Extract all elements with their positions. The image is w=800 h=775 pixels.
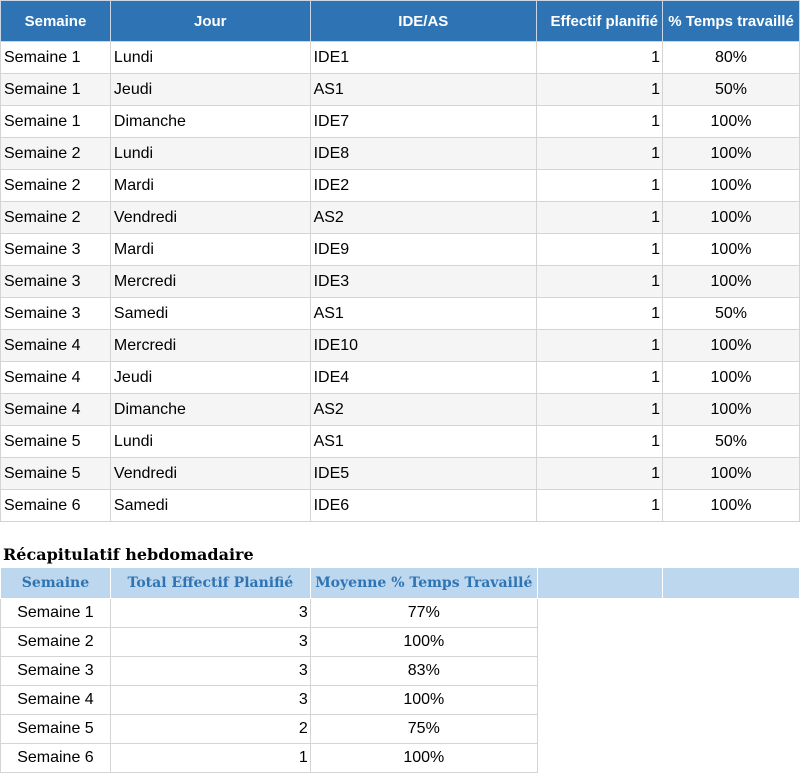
table-row <box>1 394 800 426</box>
column-header-effectif-planifie[interactable]: Effectif planifié <box>537 1 663 42</box>
cell-jour[interactable]: Samedi <box>110 490 310 522</box>
table-row <box>1 266 800 298</box>
summary-cell-semaine[interactable]: Semaine 4 <box>1 686 111 715</box>
summary-row <box>1 628 800 657</box>
table-row <box>1 490 800 522</box>
column-header-semaine[interactable]: Semaine <box>1 1 111 42</box>
cell-effectif[interactable]: 1 <box>537 74 663 106</box>
table-row <box>1 362 800 394</box>
empty-cell <box>663 657 800 686</box>
cell-ide-as[interactable]: IDE1 <box>310 42 536 74</box>
empty-cell <box>663 744 800 773</box>
summary-cell-semaine[interactable]: Semaine 6 <box>1 744 111 773</box>
summary-cell-total[interactable]: 3 <box>110 686 310 715</box>
cell-ide-as[interactable]: AS1 <box>310 426 536 458</box>
cell-semaine[interactable]: Semaine 4 <box>1 394 111 426</box>
table-row <box>1 298 800 330</box>
cell-ide-as[interactable]: IDE5 <box>310 458 536 490</box>
cell-ide-as[interactable]: IDE8 <box>310 138 536 170</box>
cell-effectif[interactable]: 1 <box>537 202 663 234</box>
column-header-ide-as[interactable]: IDE/AS <box>310 1 536 42</box>
cell-temps[interactable]: 100% <box>663 234 800 266</box>
summary-cell-semaine[interactable]: Semaine 3 <box>1 657 111 686</box>
summary-cell-semaine[interactable]: Semaine 5 <box>1 715 111 744</box>
cell-temps[interactable]: 100% <box>663 202 800 234</box>
column-header-jour[interactable]: Jour <box>110 1 310 42</box>
cell-jour[interactable]: Vendredi <box>110 458 310 490</box>
cell-semaine[interactable]: Semaine 1 <box>1 74 111 106</box>
cell-jour[interactable]: Samedi <box>110 298 310 330</box>
cell-temps[interactable]: 100% <box>663 490 800 522</box>
cell-jour[interactable]: Dimanche <box>110 394 310 426</box>
cell-ide-as[interactable]: IDE7 <box>310 106 536 138</box>
summary-row <box>1 657 800 686</box>
cell-temps[interactable]: 100% <box>663 458 800 490</box>
cell-semaine[interactable]: Semaine 5 <box>1 458 111 490</box>
cell-temps[interactable]: 100% <box>663 266 800 298</box>
empty-cell <box>663 628 800 657</box>
cell-temps[interactable]: 100% <box>663 362 800 394</box>
summary-cell-moyenne[interactable]: 100% <box>310 744 537 773</box>
cell-jour[interactable]: Vendredi <box>110 202 310 234</box>
cell-ide-as[interactable]: AS1 <box>310 298 536 330</box>
cell-semaine[interactable]: Semaine 6 <box>1 490 111 522</box>
cell-temps[interactable]: 100% <box>663 170 800 202</box>
summary-row <box>1 744 800 773</box>
cell-semaine[interactable]: Semaine 4 <box>1 362 111 394</box>
cell-semaine[interactable]: Semaine 3 <box>1 234 111 266</box>
cell-ide-as[interactable]: AS2 <box>310 202 536 234</box>
cell-semaine[interactable]: Semaine 5 <box>1 426 111 458</box>
cell-temps[interactable]: 100% <box>663 394 800 426</box>
cell-semaine[interactable]: Semaine 3 <box>1 298 111 330</box>
summary-row <box>1 599 800 628</box>
cell-effectif[interactable]: 1 <box>537 298 663 330</box>
table-row <box>1 170 800 202</box>
cell-jour[interactable]: Dimanche <box>110 106 310 138</box>
empty-cell <box>663 715 800 744</box>
table-row <box>1 458 800 490</box>
summary-row <box>1 715 800 744</box>
summary-cell-moyenne[interactable]: 75% <box>310 715 537 744</box>
cell-semaine[interactable]: Semaine 4 <box>1 330 111 362</box>
cell-jour[interactable]: Lundi <box>110 42 310 74</box>
summary-cell-moyenne[interactable]: 100% <box>310 686 537 715</box>
cell-effectif[interactable]: 1 <box>537 266 663 298</box>
cell-semaine[interactable]: Semaine 2 <box>1 170 111 202</box>
cell-ide-as[interactable]: IDE3 <box>310 266 536 298</box>
cell-jour[interactable]: Mercredi <box>110 266 310 298</box>
summary-cell-total[interactable]: 1 <box>110 744 310 773</box>
column-header-temps-travaille[interactable]: % Temps travaillé <box>663 1 800 42</box>
table-row <box>1 330 800 362</box>
table-row <box>1 42 800 74</box>
cell-semaine[interactable]: Semaine 1 <box>1 106 111 138</box>
summary-table <box>0 567 800 773</box>
cell-effectif[interactable]: 1 <box>537 458 663 490</box>
summary-title: Récapitulatif hebdomadaire <box>3 545 254 564</box>
empty-cell <box>663 599 800 628</box>
cell-effectif[interactable]: 1 <box>537 330 663 362</box>
cell-temps[interactable]: 50% <box>663 74 800 106</box>
cell-semaine[interactable]: Semaine 3 <box>1 266 111 298</box>
cell-jour[interactable]: Lundi <box>110 426 310 458</box>
cell-jour[interactable]: Lundi <box>110 138 310 170</box>
summary-cell-moyenne[interactable]: 83% <box>310 657 537 686</box>
summary-row <box>1 686 800 715</box>
table-row <box>1 106 800 138</box>
cell-effectif[interactable]: 1 <box>537 426 663 458</box>
summary-header-semaine[interactable]: Semaine <box>1 568 111 599</box>
cell-temps[interactable]: 100% <box>663 106 800 138</box>
cell-effectif[interactable]: 1 <box>537 234 663 266</box>
empty-cell <box>663 686 800 715</box>
summary-header-total-effectif[interactable]: Total Effectif Planifié <box>110 568 310 599</box>
table-row <box>1 202 800 234</box>
summary-header-empty-cell[interactable] <box>537 568 663 599</box>
cell-ide-as[interactable]: IDE2 <box>310 170 536 202</box>
cell-jour[interactable]: Jeudi <box>110 362 310 394</box>
cell-ide-as[interactable]: AS1 <box>310 74 536 106</box>
cell-effectif[interactable]: 1 <box>537 394 663 426</box>
cell-ide-as[interactable]: IDE4 <box>310 362 536 394</box>
cell-ide-as[interactable]: IDE9 <box>310 234 536 266</box>
table-row <box>1 234 800 266</box>
cell-jour[interactable]: Mardi <box>110 234 310 266</box>
empty-cell <box>537 657 663 686</box>
cell-effectif[interactable]: 1 <box>537 138 663 170</box>
empty-cell <box>537 599 663 628</box>
cell-temps[interactable]: 50% <box>663 298 800 330</box>
cell-effectif[interactable]: 1 <box>537 362 663 394</box>
cell-jour[interactable]: Jeudi <box>110 74 310 106</box>
cell-temps[interactable]: 100% <box>663 330 800 362</box>
summary-cell-moyenne[interactable]: 77% <box>310 599 537 628</box>
table-row <box>1 138 800 170</box>
table-row <box>1 426 800 458</box>
summary-cell-total[interactable]: 2 <box>110 715 310 744</box>
empty-cell <box>537 686 663 715</box>
cell-semaine[interactable]: Semaine 2 <box>1 138 111 170</box>
cell-temps[interactable]: 100% <box>663 138 800 170</box>
summary-cell-total[interactable]: 3 <box>110 657 310 686</box>
schedule-header-row <box>1 1 800 42</box>
summary-header-moyenne-temps[interactable]: Moyenne % Temps Travaillé <box>310 568 537 599</box>
cell-semaine[interactable]: Semaine 1 <box>1 42 111 74</box>
cell-ide-as[interactable]: IDE10 <box>310 330 536 362</box>
cell-effectif[interactable]: 1 <box>537 42 663 74</box>
summary-cell-moyenne[interactable]: 100% <box>310 628 537 657</box>
cell-ide-as[interactable]: AS2 <box>310 394 536 426</box>
cell-jour[interactable]: Mardi <box>110 170 310 202</box>
summary-cell-total[interactable]: 3 <box>110 628 310 657</box>
table-row <box>1 74 800 106</box>
cell-temps[interactable]: 80% <box>663 42 800 74</box>
cell-effectif[interactable]: 1 <box>537 170 663 202</box>
cell-effectif[interactable]: 1 <box>537 106 663 138</box>
summary-cell-semaine[interactable]: Semaine 1 <box>1 599 111 628</box>
summary-cell-semaine[interactable]: Semaine 2 <box>1 628 111 657</box>
cell-ide-as[interactable]: IDE6 <box>310 490 536 522</box>
summary-cell-total[interactable]: 3 <box>110 599 310 628</box>
empty-cell <box>537 628 663 657</box>
cell-temps[interactable]: 50% <box>663 426 800 458</box>
empty-cell <box>537 715 663 744</box>
cell-effectif[interactable]: 1 <box>537 490 663 522</box>
cell-jour[interactable]: Mercredi <box>110 330 310 362</box>
empty-cell <box>537 744 663 773</box>
cell-semaine[interactable]: Semaine 2 <box>1 202 111 234</box>
summary-header-row <box>1 568 800 599</box>
summary-header-empty-cell[interactable] <box>663 568 800 599</box>
